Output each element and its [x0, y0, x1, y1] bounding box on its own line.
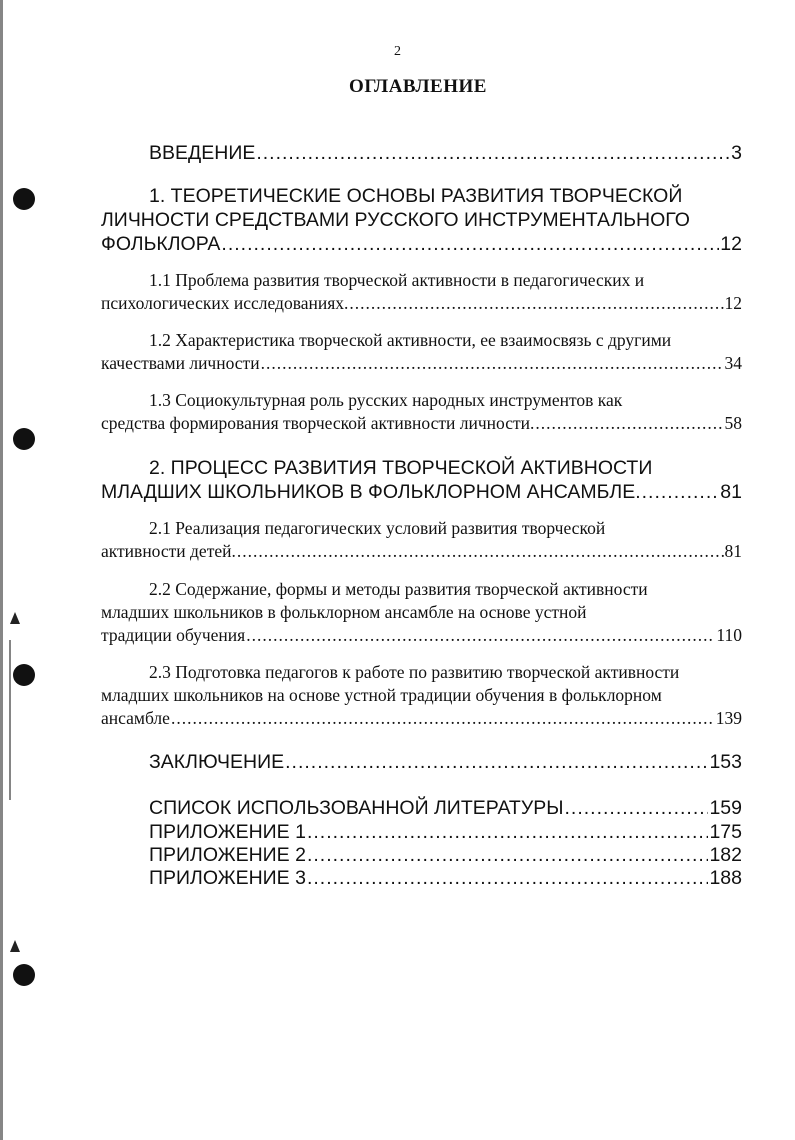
toc-entry-line: традиции обучения: [101, 625, 246, 645]
toc-entry-label: ПРИЛОЖЕНИЕ 3: [149, 867, 306, 889]
toc-entry-line: 2. ПРОЦЕСС РАЗВИТИЯ ТВОРЧЕСКОЙ АКТИВНОСТИ: [149, 457, 653, 479]
toc-entry-line: ансамбле: [101, 708, 170, 728]
toc-entry-section-1-3[interactable]: [101, 389, 742, 435]
scan-speck-icon: [10, 940, 20, 952]
toc-page-number: 34: [724, 353, 742, 373]
toc-entry-line: активности детей.: [101, 541, 236, 561]
toc-page-number: 81: [720, 481, 742, 503]
punch-hole-icon: [13, 428, 35, 450]
toc-page-number: 110: [716, 625, 742, 645]
toc-entry-line: 1.2 Характеристика творческой активности, ее взаимосвязь с другими: [149, 330, 672, 350]
toc-page-number: 182: [709, 844, 742, 866]
toc-entry-line: 2.1 Реализация педагогических условий развития творческой: [149, 518, 606, 538]
dot-leader: [535, 412, 723, 435]
toc-entry-chapter-2[interactable]: [101, 456, 742, 504]
toc-entry-label: ВВЕДЕНИЕ: [149, 142, 256, 164]
toc-page-number: 159: [709, 797, 742, 819]
page-number: 2: [394, 44, 401, 59]
toc-entry-conclusion[interactable]: [101, 750, 742, 774]
toc-entry-line: младших школьников в фольклорном ансамбле на основе устной: [101, 602, 587, 622]
dot-leader: [565, 796, 709, 820]
toc-entry-line: 1.1 Проблема развития творческой активности в педагогических и: [149, 270, 645, 290]
toc-entry-appendix-3[interactable]: [101, 866, 742, 890]
toc-title: ОГЛАВЛЕНИЕ: [349, 76, 487, 97]
dot-leader: [642, 480, 720, 504]
toc-entry-section-1-1[interactable]: [101, 269, 742, 315]
toc-page-number: 12: [724, 293, 742, 313]
toc-entry-section-2-1[interactable]: [101, 517, 742, 563]
toc-entry-references[interactable]: [101, 796, 742, 820]
punch-hole-icon: [13, 188, 35, 210]
toc-entry-line: МЛАДШИХ ШКОЛЬНИКОВ В ФОЛЬКЛОРНОМ АНСАМБЛЕ.: [101, 481, 641, 503]
toc-entry-intro[interactable]: [101, 141, 742, 165]
toc-entry-line: ФОЛЬКЛОРА: [101, 233, 221, 255]
toc-page-number: 153: [709, 751, 742, 773]
toc-entry-label: ПРИЛОЖЕНИЕ 2: [149, 844, 306, 866]
dot-leader: [256, 141, 730, 165]
toc-entry-line: 2.3 Подготовка педагогов к работе по развитию творческой активности: [149, 662, 680, 682]
toc-entry-line: младших школьников на основе устной традиции обучения в фольклорном: [101, 685, 662, 705]
dot-leader: [307, 843, 709, 867]
toc-entry-line: качествами личности: [101, 353, 260, 373]
toc-entry-label: ЗАКЛЮЧЕНИЕ: [149, 751, 285, 773]
toc-entry-line: 1.3 Социокультурная роль русских народных инструментов как: [149, 390, 623, 410]
toc-entry-appendix-1[interactable]: [101, 820, 742, 844]
toc-page-number: 188: [709, 867, 742, 889]
toc-page-number: 175: [709, 821, 742, 843]
toc-entry-label: СПИСОК ИСПОЛЬЗОВАННОЙ ЛИТЕРАТУРЫ: [149, 797, 564, 819]
toc-entry-line: психологических исследованиях.: [101, 293, 349, 313]
toc-entry-appendix-2[interactable]: [101, 843, 742, 867]
punch-hole-icon: [13, 664, 35, 686]
dot-leader: [349, 292, 723, 315]
punch-hole-icon: [13, 964, 35, 986]
toc-page-number: 81: [724, 541, 742, 561]
dot-leader: [307, 866, 709, 890]
toc-page-number: 3: [731, 142, 742, 164]
toc-entry-line: ЛИЧНОСТИ СРЕДСТВАМИ РУССКОГО ИНСТРУМЕНТАЛЬНОГО: [101, 209, 690, 231]
scan-edge-mark: [9, 640, 11, 800]
toc-entry-label: ПРИЛОЖЕНИЕ 1: [149, 821, 306, 843]
dot-leader: [171, 707, 715, 730]
dot-leader: [237, 540, 724, 563]
dot-leader: [285, 750, 708, 774]
toc-entry-line: 2.2 Содержание, формы и методы развития творческой активности: [149, 579, 648, 599]
toc-page-number: 139: [715, 708, 742, 728]
scan-left-edge: [0, 0, 3, 1140]
toc-entry-section-2-3[interactable]: [101, 661, 742, 730]
dot-leader: [246, 624, 715, 647]
dot-leader: [261, 352, 724, 375]
scan-speck-icon: [10, 612, 20, 624]
toc-page-number: 58: [724, 413, 742, 433]
toc-entry-line: средства формирования творческой активности личности.: [101, 413, 535, 433]
toc-entry-section-2-2[interactable]: [101, 578, 742, 647]
toc-entry-section-1-2[interactable]: [101, 329, 742, 375]
dot-leader: [221, 232, 719, 256]
toc-entry-chapter-1[interactable]: [101, 184, 742, 256]
dot-leader: [307, 820, 709, 844]
toc-page-number: 12: [720, 233, 742, 255]
toc-entry-line: 1. ТЕОРЕТИЧЕСКИЕ ОСНОВЫ РАЗВИТИЯ ТВОРЧЕСКОЙ: [149, 185, 683, 207]
